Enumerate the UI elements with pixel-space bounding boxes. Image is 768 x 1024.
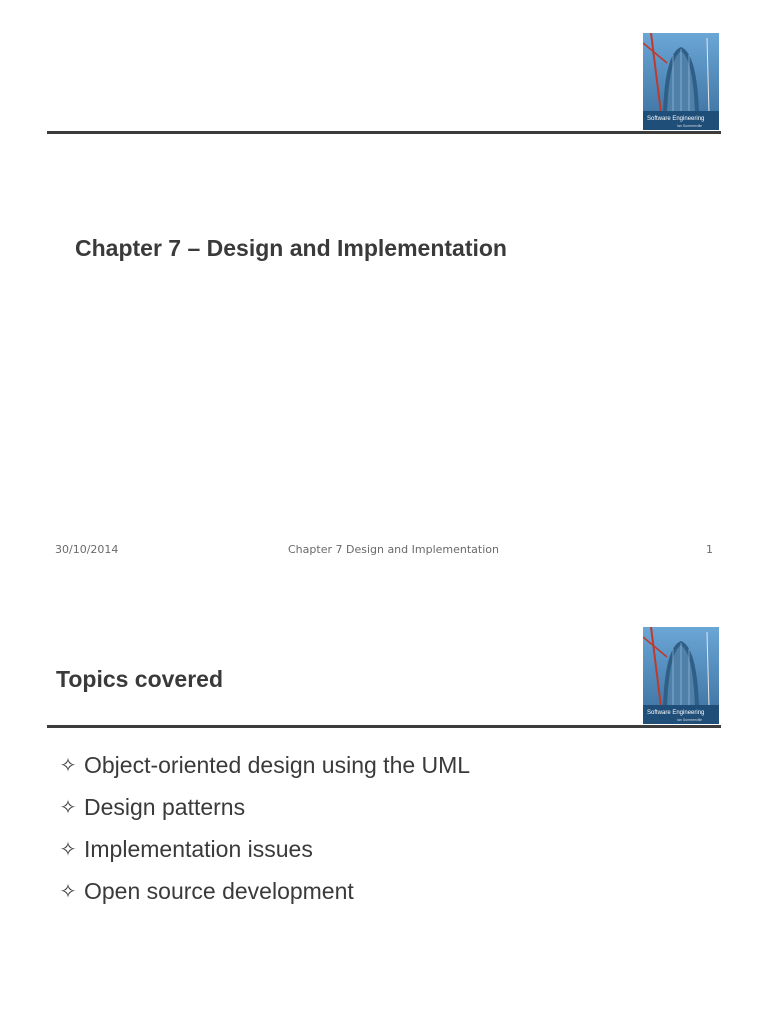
list-item-label: Implementation issues bbox=[84, 835, 313, 862]
book-cover-image bbox=[643, 33, 719, 130]
four-point-star-icon: ✧ bbox=[59, 837, 77, 861]
list-item bbox=[56, 870, 470, 912]
list-item bbox=[56, 744, 470, 786]
cover-title-text: Software Engineering bbox=[647, 710, 705, 716]
list-item-label: Open source development bbox=[84, 877, 354, 904]
book-cover-art bbox=[643, 627, 719, 724]
cover-author-text: Ian Sommerville bbox=[677, 718, 703, 722]
topics-list bbox=[56, 744, 470, 912]
book-cover-image bbox=[643, 627, 719, 724]
four-point-star-icon: ✧ bbox=[59, 753, 77, 777]
slide-title: Chapter 7 – Design and Implementation bbox=[75, 235, 507, 261]
list-item-label: Object-oriented design using the UML bbox=[84, 751, 471, 778]
book-cover-art bbox=[643, 33, 719, 130]
cover-author-text: Ian Sommerville bbox=[677, 124, 703, 128]
footer-title: Chapter 7 Design and Implementation bbox=[288, 543, 499, 556]
header-rule bbox=[47, 725, 721, 728]
four-point-star-icon: ✧ bbox=[59, 795, 77, 819]
footer-page-number: 1 bbox=[706, 543, 713, 556]
slide-title: Topics covered bbox=[56, 666, 224, 692]
four-point-star-icon: ✧ bbox=[59, 879, 77, 903]
list-item-label: Design patterns bbox=[84, 793, 246, 820]
list-item bbox=[56, 786, 470, 828]
footer-date: 30/10/2014 bbox=[55, 543, 119, 556]
slide-2 bbox=[0, 594, 768, 1024]
header-rule bbox=[47, 131, 721, 134]
list-item bbox=[56, 828, 470, 870]
cover-title-text: Software Engineering bbox=[647, 116, 705, 122]
